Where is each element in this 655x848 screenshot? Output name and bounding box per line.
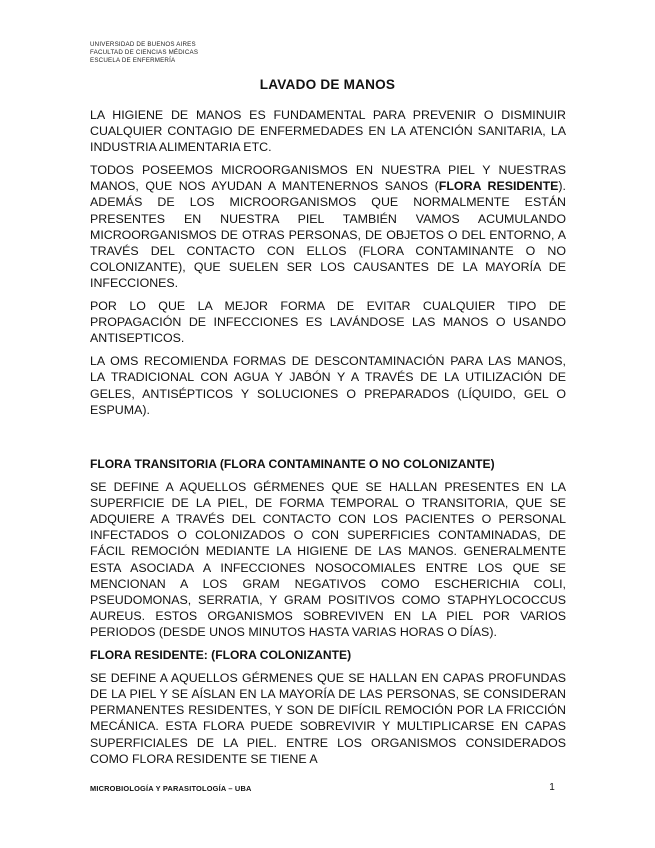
header-faculty: FACULTAD DE CIENCIAS MÉDICAS xyxy=(90,49,199,57)
page-title: LAVADO DE MANOS xyxy=(259,77,396,92)
section-flora-transitoria xyxy=(90,456,566,774)
paragraph-2-end: ). ADEMÁS DE LOS MICROORGANISMOS QUE NORMALMENTE ESTÁN PRESENTES EN NUESTRA PIEL TAMBIÉN VAMOS ACUMULANDO MICROORGANISMOS DE OTRAS PERSONAS, DE OBJETOS O DEL ENTORNO, A TRAVÉS DEL CONTACTO CON ELLOS (FLORA CONTAMINANTE O NO COLONIZANTE), QUE SUELEN SER LOS CAUSANTES DE LA MAYORÍA DE INFECCIONES. xyxy=(90,179,566,290)
footer-course: MICROBIOLOGÍA Y PARASITOLOGÍA – UBA xyxy=(90,784,252,793)
paragraph-2-start: TODOS POSEEMOS MICROORGANISMOS EN NUESTRA PIEL Y NUESTRAS MANOS, QUE NOS AYUDAN A MANTENERNOS SANOS ( xyxy=(90,163,566,194)
section-2-heading: FLORA RESIDENTE: (FLORA COLONIZANTE) xyxy=(90,648,352,663)
header-school: ESCUELA DE ENFERMERÍA xyxy=(90,57,176,65)
section-1-heading: FLORA TRANSITORIA (FLORA CONTAMINANTE O NO COLONIZANTE) xyxy=(90,457,495,471)
paragraph-1: LA HIGIENE DE MANOS ES FUNDAMENTAL PARA PREVENIR O DISMINUIR CUALQUIER CONTAGIO DE ENFERMEDADES EN LA ATENCIÓN SANITARIA, LA INDUSTRIA ALIMENTARIA ETC. xyxy=(90,108,566,155)
section-2-text: SE DEFINE A AQUELLOS GÉRMENES QUE SE HALLAN EN CAPAS PROFUNDAS DE LA PIEL Y SE AÍSLAN EN LA MAYORÍA DE LAS PERSONAS, SE CONSIDERAN PERMANENTES RESIDENTES, Y SON DE DIFÍCIL REMOCIÓN POR LA FRICCIÓN MECÁNICA. ESTA FLORA PUEDE SOBREVIVIR Y MULTIPLICARSE EN CAPAS SUPERFICIALES DE LA PIEL. ENTRE LOS ORGANISMOS CONSIDERADOS COMO FLORA RESIDENTE SE TIENE A xyxy=(90,671,566,766)
header-university: UNIVERSIDAD DE BUENOS AIRES xyxy=(90,41,196,48)
paragraph-4: LA OMS RECOMIENDA FORMAS DE DESCONTAMINACIÓN PARA LAS MANOS, LA TRADICIONAL CON AGUA Y JABÓN Y A TRAVÉS DE LA UTILIZACIÓN DE GELES, ANTISÉPTICOS Y SOLUCIONES O PREPARADOS (LÍQUIDO, GEL O ESPUMA). xyxy=(90,354,566,417)
section-1-text: SE DEFINE A AQUELLOS GÉRMENES QUE SE HALLAN PRESENTES EN LA SUPERFICIE DE LA PIEL, DE FORMA TEMPORAL O TRANSITORIA, QUE SE ADQUIERE A TRAVÉS DEL CONTACTO CON LOS PACIENTES O PERSONAL INFECTADOS O COLONIZADOS O CON SUPERFICIES CONTAMINADAS, DE FÁCIL REMOCIÓN MEDIANTE LA HIGIENE DE LAS MANOS. GENERALMENTE ESTA ASOCIADA A INFECCIONES NOSOCOMIALES ENTRE LOS QUE SE MENCIONAN A LOS GRAM NEGATIVOS COMO ESCHERICHIA COLI, PSEUDOMONAS, SERRATIA, Y GRAM POSITIVOS COMO STAPHYLOCOCCUS AUREUS. ESTOS ORGANISMOS SOBREVIVEN EN LA PIEL POR VARIOS PERIODOS (DESDE UNOS MINUTOS HASTA VARIAS HORAS O DÍAS). xyxy=(90,480,566,639)
institution-header xyxy=(90,41,198,66)
page-footer xyxy=(90,784,560,793)
intro-section xyxy=(90,107,566,425)
page-number: 1 xyxy=(549,782,555,793)
paragraph-2 xyxy=(90,162,566,291)
paragraph-3: POR LO QUE LA MEJOR FORMA DE EVITAR CUALQUIER TIPO DE PROPAGACIÓN DE INFECCIONES ES LAVÁNDOSE LAS MANOS O USANDO ANTISEPTICOS. xyxy=(90,299,566,346)
paragraph-2-bold: FLORA RESIDENTE xyxy=(438,179,559,194)
